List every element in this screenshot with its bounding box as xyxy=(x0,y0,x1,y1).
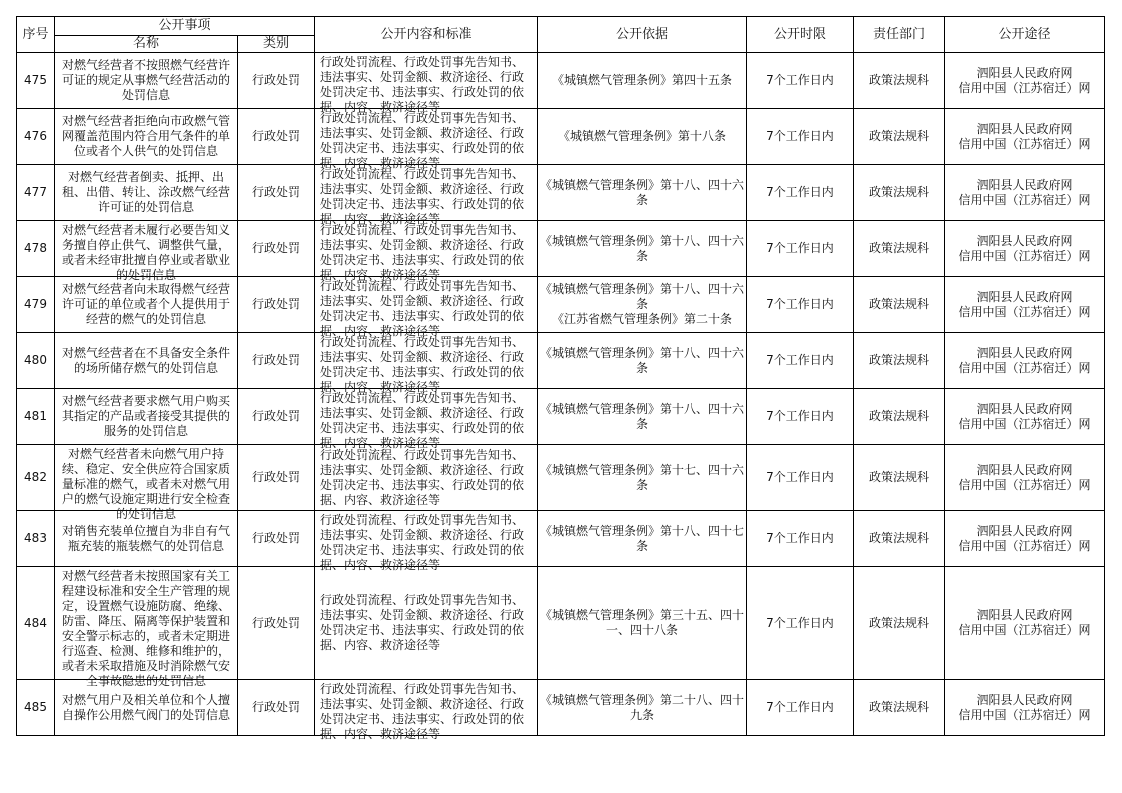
row-channel-gov-site: 泗阳县人民政府网 xyxy=(976,121,1073,136)
row-basis xyxy=(538,221,747,277)
row-channel-credit-site: 信用中国（江苏宿迁）网 xyxy=(958,248,1091,263)
row-basis xyxy=(538,511,747,567)
disclosure-table xyxy=(16,16,1105,741)
table-row xyxy=(17,53,1105,109)
row-seq-text: 477 xyxy=(24,185,47,199)
row-name xyxy=(55,445,238,521)
row-content xyxy=(315,680,538,741)
row-category xyxy=(238,165,315,221)
row-category xyxy=(238,567,315,680)
row-basis-text: 《城镇燃气管理条例》第二十八、四十九条 xyxy=(540,692,745,722)
row-category-text: 行政处罚 xyxy=(251,297,300,311)
row-name xyxy=(55,221,238,282)
row-basis-text: 《城镇燃气管理条例》第十八、四十七条 xyxy=(540,523,745,553)
row-time-limit-text: 7个工作日内 xyxy=(766,531,834,545)
row-time-limit-text: 7个工作日内 xyxy=(766,409,834,423)
row-channel-gov-site: 泗阳县人民政府网 xyxy=(976,345,1073,360)
row-channel xyxy=(945,221,1105,277)
row-channel-credit-site: 信用中国（江苏宿迁）网 xyxy=(958,538,1091,553)
row-category-text: 行政处罚 xyxy=(251,409,300,423)
row-category xyxy=(238,680,315,736)
row-category-text: 行政处罚 xyxy=(251,129,300,143)
row-category xyxy=(238,511,315,567)
row-name-text: 对燃气经营者未向燃气用户持续、稳定、安全供应符合国家质量标准的燃气，或者未对燃气用户的燃气设施定期进行安全检查的处罚信息 xyxy=(61,446,230,521)
row-name-text: 对燃气经营者倒卖、抵押、出租、出借、转让、涂改燃气经营许可证的处罚信息 xyxy=(61,170,230,214)
row-channel-credit-site: 信用中国（江苏宿迁）网 xyxy=(958,80,1091,95)
header-content: 公开内容和标准 xyxy=(315,17,538,53)
row-seq xyxy=(17,511,55,567)
row-channel xyxy=(945,445,1105,511)
row-time-limit xyxy=(747,109,854,165)
row-time-limit xyxy=(747,333,854,389)
row-seq xyxy=(17,389,55,445)
table-body xyxy=(17,53,1105,741)
row-seq-text: 479 xyxy=(24,297,47,311)
row-content-text: 行政处罚流程、行政处罚事先告知书、违法事实、处罚金额、救济途径、行政处罚决定书、违法事实、行政处罚的依据、内容、救济途径等 xyxy=(320,222,525,282)
row-channel-gov-site: 泗阳县人民政府网 xyxy=(976,692,1073,707)
header-seq: 序号 xyxy=(17,17,55,53)
row-seq xyxy=(17,445,55,511)
row-name xyxy=(55,165,238,221)
row-category-text: 行政处罚 xyxy=(251,73,300,87)
row-category-text: 行政处罚 xyxy=(251,241,300,255)
row-time-limit xyxy=(747,680,854,736)
row-name-text: 对燃气经营者拒绝向市政燃气管网覆盖范围内符合用气条件的单位或者个人供气的处罚信息 xyxy=(61,114,230,158)
row-name xyxy=(55,333,238,389)
row-basis xyxy=(538,277,747,333)
row-channel xyxy=(945,277,1105,333)
row-department xyxy=(854,277,945,333)
row-time-limit-text: 7个工作日内 xyxy=(766,297,834,311)
row-basis-line-2: 《江苏省燃气管理条例》第二十条 xyxy=(551,312,732,326)
row-channel-gov-site: 泗阳县人民政府网 xyxy=(976,177,1073,192)
row-time-limit xyxy=(747,511,854,567)
row-seq-text: 476 xyxy=(24,129,47,143)
row-content-text: 行政处罚流程、行政处罚事先告知书、违法事实、处罚金额、救济途径、行政处罚决定书、违法事实、行政处罚的依据、内容、救济途径等 xyxy=(320,390,525,450)
row-department-text: 政策法规科 xyxy=(868,470,929,484)
row-basis-text: 《城镇燃气管理条例》第十八、四十六条 xyxy=(540,401,745,431)
row-department xyxy=(854,53,945,109)
row-seq xyxy=(17,680,55,736)
row-content xyxy=(315,333,538,394)
row-department xyxy=(854,567,945,680)
row-department-text: 政策法规科 xyxy=(868,185,929,199)
row-department xyxy=(854,109,945,165)
row-seq-text: 482 xyxy=(24,470,47,484)
row-name-text: 对燃气经营者要求燃气用户购买其指定的产品或者接受其提供的服务的处罚信息 xyxy=(61,394,230,438)
row-content-text: 行政处罚流程、行政处罚事先告知书、违法事实、处罚金额、救济途径、行政处罚决定书、违法事实、行政处罚的依据、内容、救济途径等 xyxy=(320,681,525,741)
table-row xyxy=(17,165,1105,221)
row-department-text: 政策法规科 xyxy=(868,241,929,255)
header-name: 名称 xyxy=(55,36,238,53)
row-basis-text: 《城镇燃气管理条例》第三十五、四十一、四十八条 xyxy=(540,608,745,637)
row-content xyxy=(315,109,538,170)
row-category xyxy=(238,221,315,277)
row-name xyxy=(55,277,238,333)
row-channel-credit-site: 信用中国（江苏宿迁）网 xyxy=(958,416,1091,431)
row-name xyxy=(55,389,238,445)
row-content-text: 行政处罚流程、行政处罚事先告知书、违法事实、处罚金额、救济途径、行政处罚决定书、违法事实、行政处罚的依据、内容、救济途径等 xyxy=(320,334,525,394)
table-row xyxy=(17,333,1105,389)
row-channel xyxy=(945,389,1105,445)
row-channel-gov-site: 泗阳县人民政府网 xyxy=(976,608,1073,622)
row-basis-line: 《城镇燃气管理条例》第十八、四十六条 xyxy=(540,282,745,311)
row-category-text: 行政处罚 xyxy=(251,531,300,545)
row-basis xyxy=(538,445,747,511)
row-basis-text: 《城镇燃气管理条例》第十八、四十六条 xyxy=(540,233,745,263)
row-department-text: 政策法规科 xyxy=(868,409,929,423)
row-department-text: 政策法规科 xyxy=(868,531,929,545)
header-department: 责任部门 xyxy=(854,17,945,53)
row-basis xyxy=(538,109,747,165)
row-department xyxy=(854,680,945,736)
row-time-limit-text: 7个工作日内 xyxy=(766,185,834,199)
row-channel-credit-site: 信用中国（江苏宿迁）网 xyxy=(958,707,1091,722)
row-channel xyxy=(945,680,1105,736)
table-row xyxy=(17,389,1105,445)
row-channel xyxy=(945,53,1105,109)
row-basis xyxy=(538,680,747,736)
table-row xyxy=(17,109,1105,165)
row-seq xyxy=(17,53,55,109)
row-content-text: 行政处罚流程、行政处罚事先告知书、违法事实、处罚金额、救济途径、行政处罚决定书、违法事实、行政处罚的依据、内容、救济途径等 xyxy=(320,278,525,338)
row-content-text: 行政处罚流程、行政处罚事先告知书、违法事实、处罚金额、救济途径、行政处罚决定书、违法事实、行政处罚的依据、内容、救济途径等 xyxy=(320,110,525,170)
row-seq xyxy=(17,333,55,389)
row-basis xyxy=(538,567,747,680)
row-content xyxy=(315,53,538,114)
row-content xyxy=(315,511,538,572)
row-content-text: 行政处罚流程、行政处罚事先告知书、违法事实、处罚金额、救济途径、行政处罚决定书、违法事实、行政处罚的依据、内容、救济途径等 xyxy=(320,447,525,507)
row-time-limit-text: 7个工作日内 xyxy=(766,615,834,630)
row-time-limit xyxy=(747,445,854,511)
row-time-limit xyxy=(747,53,854,109)
table-row xyxy=(17,221,1105,277)
table-row xyxy=(17,277,1105,333)
row-content-text: 行政处罚流程、行政处罚事先告知书、违法事实、处罚金额、救济途径、行政处罚决定书、违法事实、行政处罚的依据、内容、救济途径等 xyxy=(320,512,525,572)
row-content xyxy=(315,445,538,511)
row-channel xyxy=(945,511,1105,567)
row-content xyxy=(315,567,538,680)
row-channel-credit-site: 信用中国（江苏宿迁）网 xyxy=(958,477,1091,492)
row-name-text: 对燃气经营者不按照燃气经营许可证的规定从事燃气经营活动的处罚信息 xyxy=(61,58,230,102)
row-time-limit xyxy=(747,389,854,445)
row-name-text: 对燃气经营者未按照国家有关工程建设标准和安全生产管理的规定，设置燃气设施防腐、绝缘、防雷、降压、隔离等保护装置和安全警示标志的，或者未定期进行巡查、检测、维修和维护的，或者未采取措施及时消除燃气安全事故隐患的处罚信息 xyxy=(61,568,230,688)
row-department xyxy=(854,333,945,389)
row-category xyxy=(238,389,315,445)
row-department xyxy=(854,165,945,221)
row-basis xyxy=(538,165,747,221)
row-seq-text: 480 xyxy=(24,353,47,367)
row-name-text: 对燃气经营者未履行必要告知义务擅自停止供气、调整供气量，或者未经审批擅自停业或者歇业的处罚信息 xyxy=(61,222,230,282)
row-department xyxy=(854,389,945,445)
row-time-limit-text: 7个工作日内 xyxy=(766,73,834,87)
row-name-text: 对燃气用户及相关单位和个人擅自操作公用燃气阀门的处罚信息 xyxy=(61,692,230,722)
row-seq-text: 475 xyxy=(24,73,47,87)
header-matter: 公开事项 xyxy=(55,17,315,36)
row-basis-text: 《城镇燃气管理条例》第十八条 xyxy=(557,129,726,143)
row-seq xyxy=(17,165,55,221)
row-name xyxy=(55,109,238,165)
row-time-limit xyxy=(747,165,854,221)
row-basis-text: 《城镇燃气管理条例》第四十五条 xyxy=(551,73,732,87)
row-time-limit xyxy=(747,567,854,680)
row-channel-gov-site: 泗阳县人民政府网 xyxy=(976,401,1073,416)
row-basis-text: 《城镇燃气管理条例》第十八、四十六条 xyxy=(540,177,745,207)
row-channel-credit-site: 信用中国（江苏宿迁）网 xyxy=(958,360,1091,375)
row-name-text: 对燃气经营者向未取得燃气经营许可证的单位或者个人提供用于经营的燃气的处罚信息 xyxy=(61,282,230,326)
row-seq-text: 478 xyxy=(24,241,47,255)
row-time-limit xyxy=(747,221,854,277)
row-basis xyxy=(538,333,747,389)
row-name xyxy=(55,567,238,688)
row-channel-credit-site: 信用中国（江苏宿迁）网 xyxy=(958,623,1091,637)
row-seq-text: 481 xyxy=(24,409,47,423)
row-channel-credit-site: 信用中国（江苏宿迁）网 xyxy=(958,192,1091,207)
row-department-text: 政策法规科 xyxy=(868,615,929,630)
row-channel-gov-site: 泗阳县人民政府网 xyxy=(976,289,1073,304)
row-seq-text: 484 xyxy=(24,615,47,630)
table-row xyxy=(17,567,1105,680)
row-category xyxy=(238,333,315,389)
row-channel xyxy=(945,109,1105,165)
row-department xyxy=(854,445,945,511)
row-channel xyxy=(945,165,1105,221)
table-row xyxy=(17,445,1105,511)
row-basis xyxy=(538,389,747,445)
header-channel: 公开途径 xyxy=(945,17,1105,53)
row-content xyxy=(315,389,538,450)
row-seq xyxy=(17,277,55,333)
row-department-text: 政策法规科 xyxy=(868,73,929,87)
row-department xyxy=(854,511,945,567)
row-category xyxy=(238,53,315,109)
row-name xyxy=(55,53,238,109)
row-content-text: 行政处罚流程、行政处罚事先告知书、违法事实、处罚金额、救济途径、行政处罚决定书、违法事实、行政处罚的依据、内容、救济途径等 xyxy=(320,593,525,652)
row-category xyxy=(238,277,315,333)
row-channel-gov-site: 泗阳县人民政府网 xyxy=(976,65,1073,80)
row-category xyxy=(238,109,315,165)
row-name-text: 对销售充装单位擅自为非自有气瓶充装的瓶装燃气的处罚信息 xyxy=(61,523,230,553)
header-category: 类别 xyxy=(238,36,315,53)
header-basis: 公开依据 xyxy=(538,17,747,53)
row-time-limit-text: 7个工作日内 xyxy=(766,470,834,484)
row-department-text: 政策法规科 xyxy=(868,297,929,311)
row-channel-gov-site: 泗阳县人民政府网 xyxy=(976,523,1073,538)
row-channel xyxy=(945,567,1105,680)
row-seq-text: 485 xyxy=(24,700,47,714)
row-time-limit-text: 7个工作日内 xyxy=(766,353,834,367)
row-department-text: 政策法规科 xyxy=(868,353,929,367)
row-category-text: 行政处罚 xyxy=(251,700,300,714)
header-time-limit: 公开时限 xyxy=(747,17,854,53)
table-row xyxy=(17,511,1105,567)
row-channel-credit-site: 信用中国（江苏宿迁）网 xyxy=(958,304,1091,319)
row-channel-credit-site: 信用中国（江苏宿迁）网 xyxy=(958,136,1091,151)
row-category-text: 行政处罚 xyxy=(251,185,300,199)
row-channel-gov-site: 泗阳县人民政府网 xyxy=(976,233,1073,248)
row-basis xyxy=(538,53,747,109)
row-department-text: 政策法规科 xyxy=(868,700,929,714)
row-seq xyxy=(17,567,55,680)
row-category-text: 行政处罚 xyxy=(251,470,300,484)
row-basis-text: 《城镇燃气管理条例》第十七、四十六条 xyxy=(540,462,745,492)
row-category-text: 行政处罚 xyxy=(251,615,300,630)
row-time-limit-text: 7个工作日内 xyxy=(766,241,834,255)
row-content xyxy=(315,277,538,338)
row-department xyxy=(854,221,945,277)
row-category-text: 行政处罚 xyxy=(251,353,300,367)
row-name-text: 对燃气经营者在不具备安全条件的场所储存燃气的处罚信息 xyxy=(61,345,230,375)
row-department-text: 政策法规科 xyxy=(868,129,929,143)
row-basis-text: 《城镇燃气管理条例》第十八、四十六条 xyxy=(540,345,745,375)
row-time-limit-text: 7个工作日内 xyxy=(766,129,834,143)
row-channel-gov-site: 泗阳县人民政府网 xyxy=(976,462,1073,477)
row-time-limit-text: 7个工作日内 xyxy=(766,700,834,714)
row-time-limit xyxy=(747,277,854,333)
row-seq xyxy=(17,109,55,165)
row-content xyxy=(315,221,538,282)
row-content-text: 行政处罚流程、行政处罚事先告知书、违法事实、处罚金额、救济途径、行政处罚决定书、违法事实、行政处罚的依据、内容、救济途径等 xyxy=(320,54,525,114)
row-seq-text: 483 xyxy=(24,531,47,545)
row-channel xyxy=(945,333,1105,389)
row-content xyxy=(315,165,538,226)
row-category xyxy=(238,445,315,511)
row-seq xyxy=(17,221,55,277)
row-content-text: 行政处罚流程、行政处罚事先告知书、违法事实、处罚金额、救济途径、行政处罚决定书、违法事实、行政处罚的依据、内容、救济途径等 xyxy=(320,166,525,226)
